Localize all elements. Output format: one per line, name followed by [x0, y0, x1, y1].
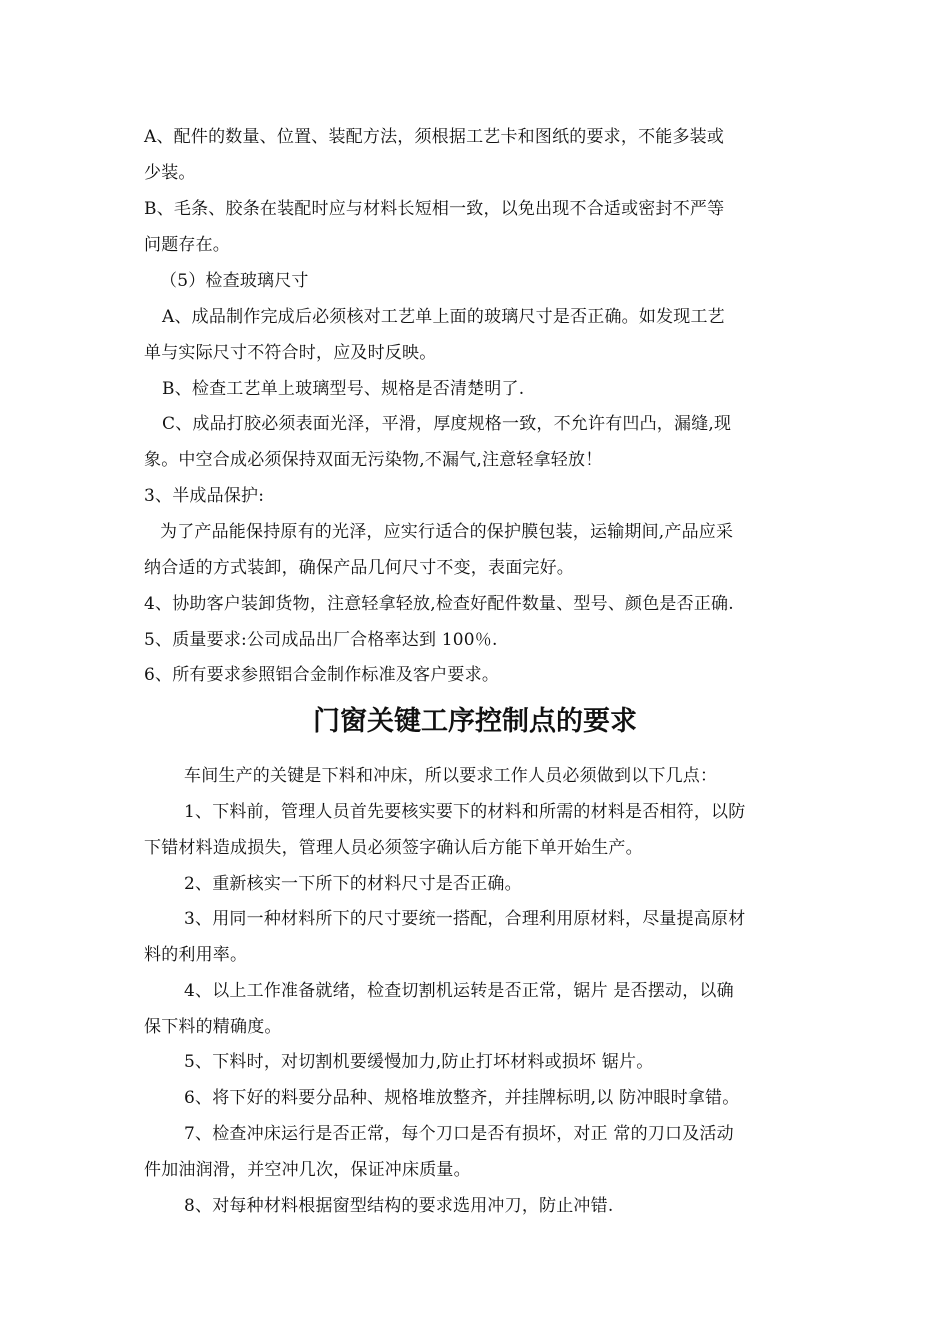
text-line: 1、下料前，管理人员首先要核实要下的材料和所需的材料是否相符，以防 — [184, 802, 746, 822]
text-line: 料的利用率。 — [144, 945, 248, 965]
text-line: 8、对每种材料根据窗型结构的要求选用冲刀，防止冲错. — [184, 1196, 614, 1216]
text-line: C、成品打胶必须表面光泽，平滑，厚度规格一致，不允许有凹凸，漏缝,现 — [162, 414, 732, 434]
text-line: 象。中空合成必须保持双面无污染物,不漏气,注意轻拿轻放！ — [144, 450, 603, 470]
text-line: 5、质量要求:公司成品出厂合格率达到 100％. — [144, 630, 498, 650]
text-line: 件加油润滑，并空冲几次，保证冲床质量。 — [144, 1160, 471, 1180]
text-line: 7、检查冲床运行是否正常，每个刀口是否有损坏，对正 常的刀口及活动 — [184, 1124, 734, 1144]
text-line: 2、重新核实一下所下的材料尺寸是否正确。 — [184, 874, 522, 894]
text-line: 5、下料时，对切割机要缓慢加力,防止打坏材料或损坏 锯片。 — [184, 1052, 654, 1072]
text-line: 6、所有要求参照铝合金制作标准及客户要求。 — [144, 665, 500, 685]
text-line: B、毛条、胶条在装配时应与材料长短相一致，以免出现不合适或密封不严等 — [144, 199, 725, 219]
text-line: （5）检查玻璃尺寸 — [160, 271, 309, 291]
text-line: 保下料的精确度。 — [144, 1017, 282, 1037]
text-line: 单与实际尺寸不符合时，应及时反映。 — [144, 343, 437, 363]
text-line: A、成品制作完成后必须核对工艺单上面的玻璃尺寸是否正确。如发现工艺 — [162, 307, 725, 327]
text-line: 下错材料造成损失，管理人员必须签字确认后方能下单开始生产。 — [144, 838, 643, 858]
text-line: 纳合适的方式装卸，确保产品几何尺寸不变，表面完好。 — [144, 558, 574, 578]
text-line: 4、协助客户装卸货物，注意轻拿轻放,检查好配件数量、型号、颜色是否正确. — [144, 594, 734, 614]
text-line: 3、半成品保护: — [144, 486, 265, 506]
text-line: 6、将下好的料要分品种、规格堆放整齐，并挂牌标明,以 防冲眼时拿错。 — [184, 1088, 740, 1108]
text-line: 为了产品能保持原有的光泽，应实行适合的保护膜包装，运输期间,产品应采 — [160, 522, 734, 542]
text-line: 车间生产的关键是下料和冲床，所以要求工作人员必须做到以下几点： — [184, 766, 718, 786]
text-line: A、配件的数量、位置、装配方法，须根据工艺卡和图纸的要求，不能多装或 — [144, 127, 725, 147]
text-line: 4、以上工作准备就绪，检查切割机运转是否正常，锯片 是否摆动，以确 — [184, 981, 734, 1001]
section-heading: 门窗关键工序控制点的要求 — [313, 706, 637, 737]
text-line: B、检查工艺单上玻璃型号、规格是否清楚明了. — [162, 379, 525, 399]
text-line: 问题存在。 — [144, 235, 230, 255]
text-line: 3、用同一种材料所下的尺寸要统一搭配，合理利用原材料，尽量提高原材 — [184, 909, 746, 929]
text-line: 少装。 — [144, 163, 196, 183]
